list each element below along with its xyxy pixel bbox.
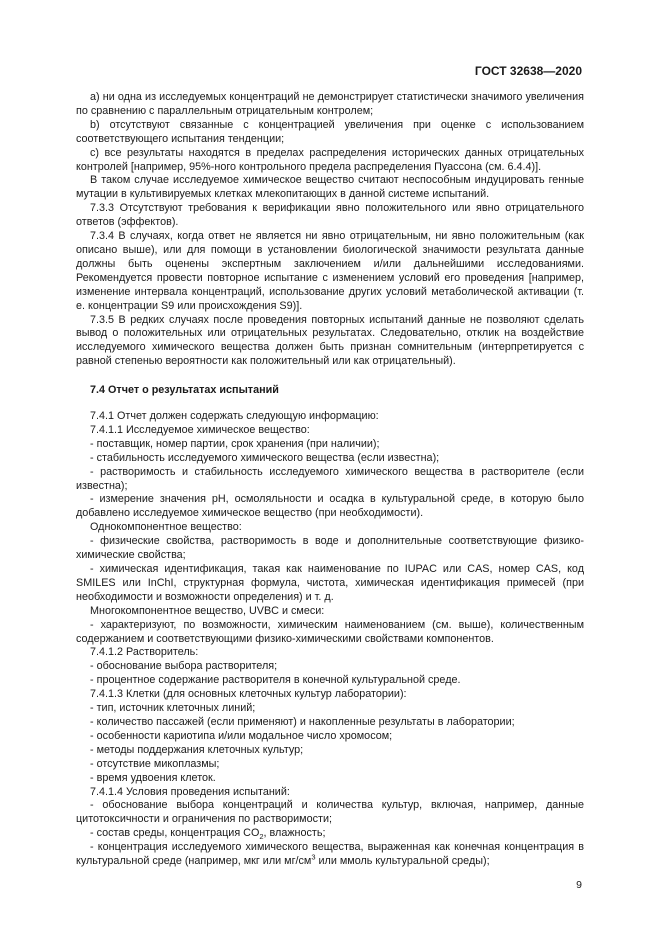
list-item: - количество пассажей (если применяют) и накопленные результаты в лаборатории;: [90, 715, 515, 728]
paragraph: 7.4.1.1 Исследуемое химическое вещество:: [90, 423, 310, 436]
list-item: - физические свойства, растворимость в воде и дополнительные соответствующие физико-химические свойства;: [76, 535, 584, 562]
list-item: - измерение значения pH, осмоляльности и осадка в культуральной среде, в которую было добавлено исследуемое химическое вещество (при необходимости).: [76, 493, 584, 520]
list-item: - процентное содержание растворителя в конечной культуральной среде.: [90, 674, 461, 687]
list-item: - стабильность исследуемого химического вещества (если известна);: [90, 451, 440, 464]
list-item: - обоснование выбора концентраций и количества культур, включая, например, данные цитотоксичности и ограничения по растворимости;: [76, 799, 584, 826]
list-item: - характеризуют, по возможности, химическим наименованием (см. выше), количественным содержанием и соответствующими физико-химическими свойствами компонентов.: [76, 618, 584, 645]
list-item: - методы поддержания клеточных культур;: [90, 743, 304, 756]
document-body: [76, 91, 584, 869]
concentration-suffix: или ммоль культуральной среды);: [315, 855, 490, 868]
paragraph: Однокомпонентное вещество:: [90, 521, 242, 534]
list-item: - отсутствие микоплазмы;: [90, 757, 220, 770]
paragraph: 7.4.1 Отчет должен содержать следующую информацию:: [90, 410, 379, 423]
paragraph: 7.3.3 Отсутствуют требования к верификации явно положительного или явно отрицательного ответов (эффектов).: [76, 202, 584, 229]
list-item: - обоснование выбора растворителя;: [90, 660, 278, 673]
paragraph: 7.4.1.4 Условия проведения испытаний:: [90, 785, 290, 798]
co2-suffix: , влажность;: [263, 827, 326, 840]
list-item: - поставщик, номер партии, срок хранения (при наличии);: [90, 437, 380, 450]
paragraph: В таком случае исследуемое химическое вещество считают неспособным индуцировать генные мутации в культивируемых клетках млекопитающих в данной системе испытаний.: [76, 174, 584, 201]
paragraph: 7.4.1.2 Растворитель:: [90, 646, 199, 659]
list-item: - особенности кариотипа и/или модальное число хромосом;: [90, 729, 393, 742]
page-number: 9: [576, 879, 582, 891]
list-item: - химическая идентификация, такая как наименование по IUPAC или CAS, номер CAS, код SMILES или InChI, структурная формула, чистота, химическая идентификация примесей (при необходимости и возможности определения) и т. д.: [76, 563, 584, 603]
concentration-superscript: 3: [311, 852, 316, 862]
section-heading: 7.4 Отчет о результатах испытаний: [90, 384, 279, 397]
paragraph: Многокомпонентное вещество, UVBC и смеси:: [90, 604, 325, 617]
paragraph: 7.3.4 В случаях, когда ответ не является ни явно отрицательным, ни явно положительным (как описано выше), или для помощи в установлении биологической значимости результата данные должны быть оценены экспертным заключением и/или дальнейшими исследованиями. Рекомендуется провести повторное испытание с изменением условий его проведения [например, изменение интервала концентраций, использование других условий метаболической активации (т. е. концентрации S9 или происхождения S9)].: [76, 230, 584, 312]
list-item-concentration: [76, 841, 584, 869]
paragraph: 7.4.1.3 Клетки (для основных клеточных культур лаборатории):: [90, 688, 407, 701]
co2-prefix: - состав среды, концентрация CO: [90, 827, 260, 840]
paragraph: b) отсутствуют связанные с концентрацией увеличения при оценке с использованием соответствующего испытания тенденции;: [76, 118, 584, 145]
paragraph: 7.3.5 В редких случаях после проведения повторных испытаний данные не позволяют сделать вывод о положительных или отрицательных результатах. Следовательно, отклик на воздействие исследуемого химического вещества должен быть признан сомнительным (интерпретируется с равной степенью вероятности как положительный или как отрицательный).: [76, 313, 584, 368]
concentration-prefix: - концентрация исследуемого химического вещества, выраженная как конечная концентрация в культуральной среде (например, мкг или мг/см: [76, 841, 584, 868]
list-item: - растворимость и стабильность исследуемого химического вещества в растворителе (если известна);: [76, 465, 584, 492]
paragraph: а) ни одна из исследуемых концентраций не демонстрирует статистически значимого увеличения по сравнению с параллельным отрицательным контролем;: [76, 91, 584, 117]
co2-subscript: 2: [259, 832, 264, 842]
list-item-co2: [76, 827, 584, 841]
list-item: - тип, источник клеточных линий;: [90, 702, 256, 715]
document-header: ГОСТ 32638—2020: [474, 64, 582, 78]
list-item: - время удвоения клеток.: [90, 771, 216, 784]
paragraph: с) все результаты находятся в пределах распределения исторических данных отрицательных контролей [например, 95%-ного контрольного предела распределения Пуассона (см. 6.4.4)].: [76, 146, 584, 173]
